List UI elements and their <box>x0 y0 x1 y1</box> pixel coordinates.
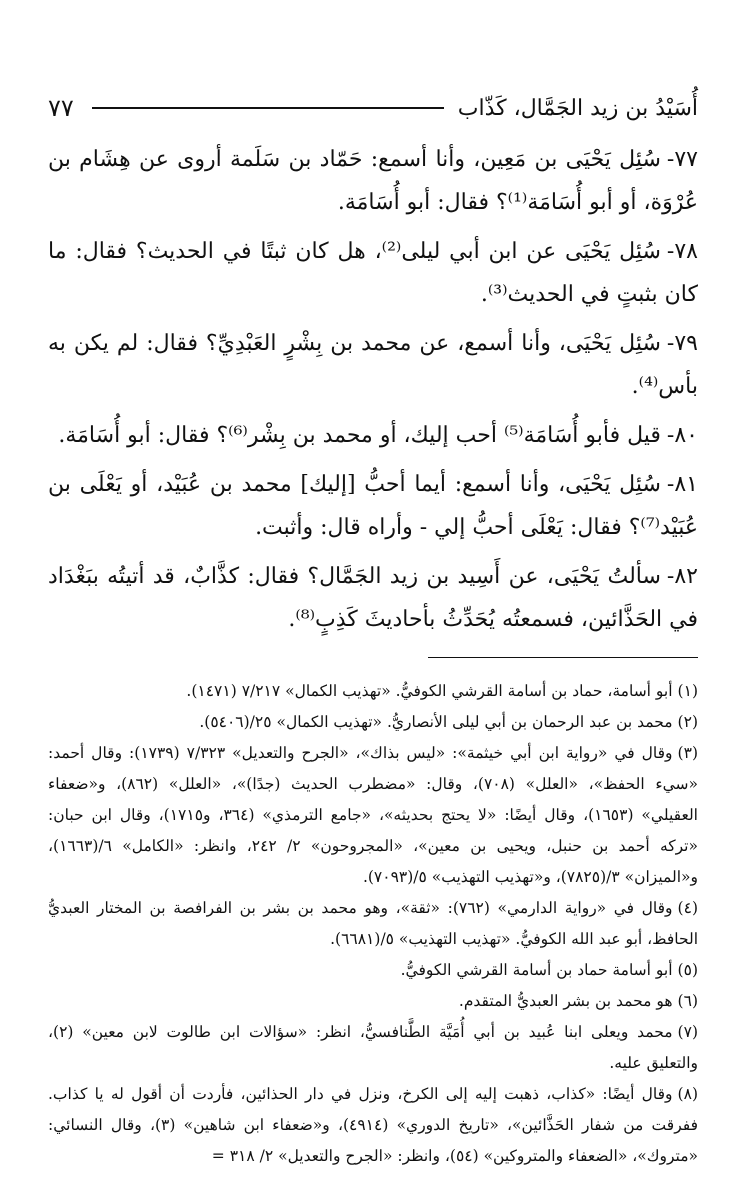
footnote-text: أبو أسامة، حماد بن أسامة القرشي الكوفيُّ. «تهذيب الكمال» ٧/٢١٧ (١٤٧١). <box>186 682 673 700</box>
footnote-text: وقال في «رواية الدارمي» (٧٦٢): «ثقة»، وهو محمد بن بشر بن الفرافصة بن المختار العبديُّ الحافظ، أبو عبد الله الكوفيُّ. «تهذيب التهذيب» ٥/(٦٦٨١). <box>48 899 698 948</box>
entry-number: ٨٠- <box>666 423 698 448</box>
footnotes <box>48 676 698 1172</box>
footnote-number: (٨) <box>677 1085 698 1103</box>
footnote-number: (٣) <box>677 744 698 762</box>
footnote-number: (٢) <box>677 713 698 731</box>
page-number: ٧٧ <box>48 94 74 122</box>
footnote-4 <box>48 893 698 955</box>
entry-text: قيل فأبو أُسَامَة⁽⁵⁾ أحب إليك، أو محمد بن بِشْر⁽⁶⁾؟ فقال: أبو أُسَامَة. <box>58 423 661 448</box>
footnote-number: (١) <box>677 682 698 700</box>
footnote-number: (٤) <box>677 899 698 917</box>
footnote-number: (٦) <box>677 992 698 1010</box>
entry-text: سُئِل يَحْيَى، وأنا أسمع: أيما أحبُّ [إليك] محمد بن عُبَيْد، أو يَعْلَى بن عُبَيْد⁽⁷⁾؟ فقال: يَعْلَى أحبُّ إلي - وأراه قال: وأثبت. <box>48 472 698 540</box>
entry-number: ٧٨- <box>666 239 698 264</box>
footnote-text: وقال أيضًا: «كذاب، ذهبت إليه إلى الكرخ، ونزل في دار الحذائين، فأردت أن أقول له يا كذاب. ففرقت من شفار الحَذَّائين»، «تاريخ الدوري» (٤٩١٤)، و«ضعفاء ابن شاهين» (٣)، وقال النسائي: «متروك»، «الضعفاء والمتروكين» (٥٤)، وانظر: «الجرح والتعديل» ٢/ ٣١٨ = <box>48 1085 698 1165</box>
footnote-number: (٥) <box>677 961 698 979</box>
entry-number: ٨١- <box>666 472 698 497</box>
footnote-7 <box>48 1017 698 1079</box>
entry-80 <box>48 414 698 457</box>
page-header <box>48 88 698 128</box>
header-rule <box>92 107 444 109</box>
entry-text: سألتُ يَحْيَى، عن أَسِيد بن زيد الجَمَّال؟ فقال: كذَّابٌ، قد أتيتُه ببَغْدَاد في الحَذَّائين، فسمعتُه يُحَدِّثُ بأحاديثَ كَذِبٍ⁽⁸⁾. <box>48 564 698 632</box>
entry-text: سُئِل يَحْيَى عن ابن أبي ليلى⁽²⁾، هل كان ثبتًا في الحديث؟ فقال: ما كان بثبتٍ في الحديث⁽³⁾. <box>48 239 698 307</box>
running-title: أُسَيْدُ بن زيد الجَمَّال، كَذّاب <box>457 95 698 121</box>
footnote-text: أبو أسامة حماد بن أسامة القرشي الكوفيُّ. <box>400 961 673 979</box>
footnote-text: هو محمد بن بشر العبديُّ المتقدم. <box>458 992 673 1010</box>
entry-number: ٨٢- <box>666 564 698 589</box>
entry-78 <box>48 230 698 316</box>
entry-number: ٧٩- <box>666 331 698 356</box>
main-text <box>48 138 698 641</box>
entry-text: سُئِل يَحْيَى، وأنا أسمع، عن محمد بن بِشْرٍ العَبْدِيِّ؟ فقال: لم يكن به بأس⁽⁴⁾. <box>48 331 698 399</box>
entry-text: سُئِل يَحْيَى بن مَعِين، وأنا أسمع: حَمّاد بن سَلَمة أروى عن هِشَام بن عُرْوَة، أو أبو أُسَامَة⁽¹⁾؟ فقال: أبو أُسَامَة. <box>48 147 698 215</box>
entry-number: ٧٧- <box>666 147 698 172</box>
entry-77 <box>48 138 698 224</box>
entry-79 <box>48 322 698 408</box>
footnote-8 <box>48 1079 698 1172</box>
footnote-1 <box>48 676 698 707</box>
entry-81 <box>48 463 698 549</box>
footnote-separator <box>428 657 698 658</box>
footnote-number: (٧) <box>677 1023 698 1041</box>
footnote-text: محمد ويعلى ابنا عُبيد بن أبي أُمَيَّة الطَّنافسيُّ، انظر: «سؤالات ابن طالوت لابن معين» (٢)، والتعليق عليه. <box>48 1023 698 1072</box>
footnote-text: وقال في «رواية ابن أبي خيثمة»: «ليس بذاك»، «الجرح والتعديل» ٧/٣٢٣ (١٧٣٩): وقال أحمد: «سيء الحفظ»، «العلل» (٧٠٨)، وقال: «مضطرب الحديث (جدًا)»، «العلل» (٨٦٢)، و«ضعفاء العقيلي» (١٦٥٣)، وقال أيضًا: «لا يحتج بحديثه»، «جامع الترمذي» (٣٦٤، و١٧١٥)، وقال ابن حبان: «تركه أحمد بن حنبل، ويحيى بن معين»، «المجروحون» ٢/ ٢٤٢، وانظر: «الكامل» ٦/(١٦٦٣)، و«الميزان» ٣/(٧٨٢٥)، و«تهذيب التهذيب» ٥/(٧٠٩٣). <box>48 744 698 886</box>
footnote-3 <box>48 738 698 893</box>
footnote-2 <box>48 707 698 738</box>
footnote-text: محمد بن عبد الرحمان بن أبي ليلى الأنصاريُّ. «تهذيب الكمال» ٢٥/(٥٤٠٦). <box>199 713 673 731</box>
footnote-5 <box>48 955 698 986</box>
entry-82 <box>48 555 698 641</box>
footnote-6 <box>48 986 698 1017</box>
